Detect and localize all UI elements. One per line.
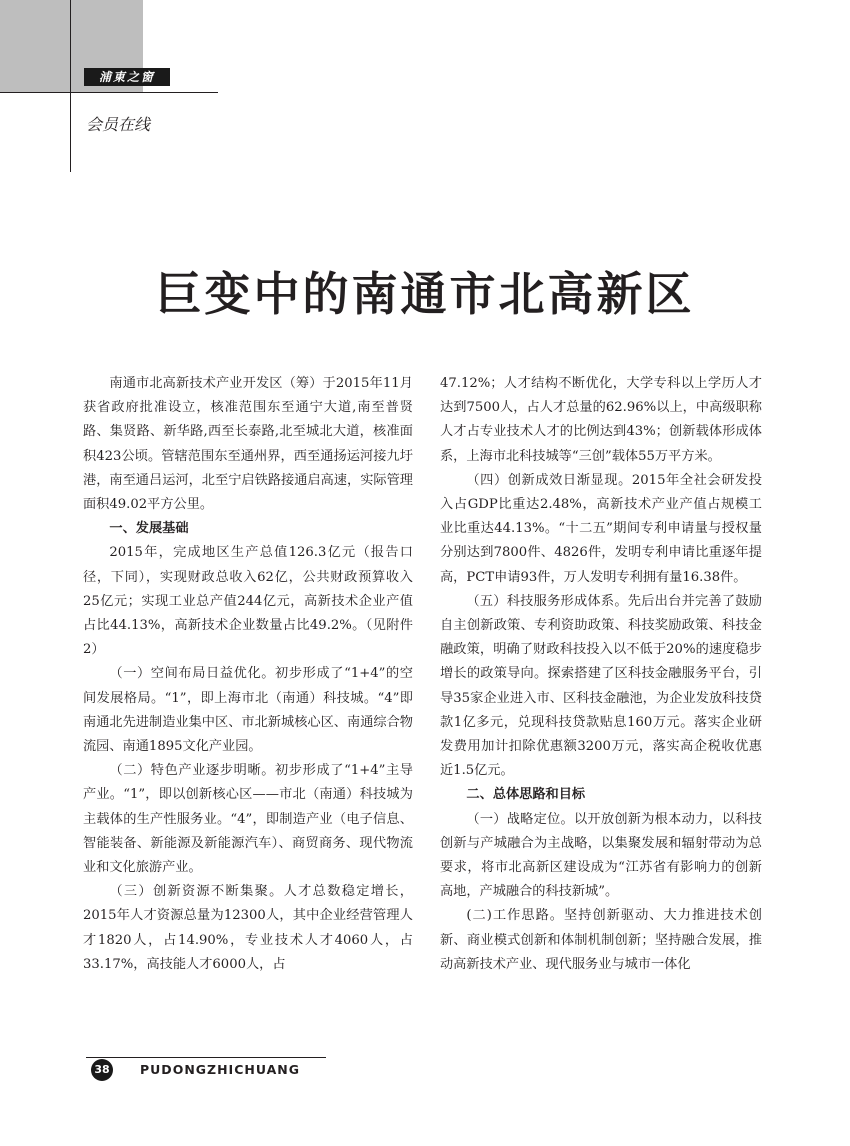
paragraph: （四）创新成效日渐显现。2015年全社会研发投入占GDP比重达2.48%，高新技术产业产值占规模工业比重达44.13%。“十二五”期间专利申请量与授权量分别达到7800件、4826件，发明专利申请比重逐年提高，PCT申请93件，万人发明专利拥有量16.38件。 [440,472,762,585]
paragraph: （三）创新资源不断集聚。人才总数稳定增长，2015年人才资源总量为12300人，其中企业经营管理人才1820人，占14.90%，专业技术人才4060人，占33.17%，高技能人才6000人，占 [83,884,413,972]
footer-rule [86,1057,326,1058]
brand-badge: 浦東之窗 [84,68,170,86]
footer-brand: PUDONGZHICHUANG [140,1062,301,1077]
paragraph: （五）科技服务形成体系。先后出台并完善了鼓励自主创新政策、专利资助政策、科技奖励政策、科技金融政策，明确了财政科技投入以不低于20%的速度稳步增长的政策导向。探索搭建了区科技金融服务平台，引导35家企业进入市、区科技金融池，为企业发放科技贷款1亿多元，兑现科技贷款贴息160万元。落实企业研发费用加计扣除优惠额3200万元，落实高企税收优惠近1.5亿元。 [440,593,762,779]
section-label: 会员在线 [86,115,151,134]
header-horizontal-rule [0,92,218,93]
paragraph: (二)工作思路。坚持创新驱动、大力推进技术创新、商业模式创新和体制机制创新；坚持融合发展，推动高新技术产业、现代服务业与城市一体化 [440,908,762,972]
section-heading: 二、总体思路和目标 [466,787,586,803]
paragraph: （一）战略定位。以开放创新为根本动力，以科技创新与产城融合为主战略，以集聚发展和辐射带动为总要求，将市北高新区建设成为“江苏省有影响力的创新高地，产城融合的科技新城”。 [440,811,762,900]
paragraph: 南通市北高新技术产业开发区（筹）于2015年11月获省政府批准设立，核准范围东至通宁大道,南至普贤路、集贤路、新华路,西至长泰路,北至城北大道，核准面积423公顷。管辖范围东至通州界，西至通扬运河接九圩港，南至通吕运河，北至宁启铁路接通启高速，实际管理面积49.02平方公里。 [83,376,413,513]
paragraph: 47.12%；人才结构不断优化，大学专科以上学历人才达到7500人，占人才总量的62.96%以上，中高级职称人才占专业技术人才的比例达到43%；创新载体形成体系，上海市北科技城等“三创”载体55万平方米。 [440,376,762,464]
section-heading: 一、发展基础 [109,521,189,537]
article-title: 巨变中的南通市北高新区 [155,267,695,321]
right-column [440,372,762,977]
paragraph: 2015年，完成地区生产总值126.3亿元（报告口径，下同），实现财政总收入62亿，公共财政预算收入25亿元；实现工业总产值244亿元，高新技术企业产值占比44.13%，高新技术企业数量占比49.2%。（见附件2） [83,545,413,658]
left-column [83,372,413,977]
header-vertical-rule [70,0,71,172]
page-number: 38 [91,1059,113,1081]
paragraph: （二）特色产业逐步明晰。初步形成了“1+4”主导产业。“1”，即以创新核心区——市北（南通）科技城为主载体的生产性服务业。“4”，即制造产业（电子信息、智能装备、新能源及新能源汽车）、商贸商务、现代物流业和文化旅游产业。 [83,763,413,876]
paragraph: （一）空间布局日益优化。初步形成了“1+4”的空间发展格局。“1”，即上海市北（南通）科技城。“4”即南通北先进制造业集中区、市北新城核心区、南通综合物流园、南通1895文化产业园。 [83,666,413,755]
